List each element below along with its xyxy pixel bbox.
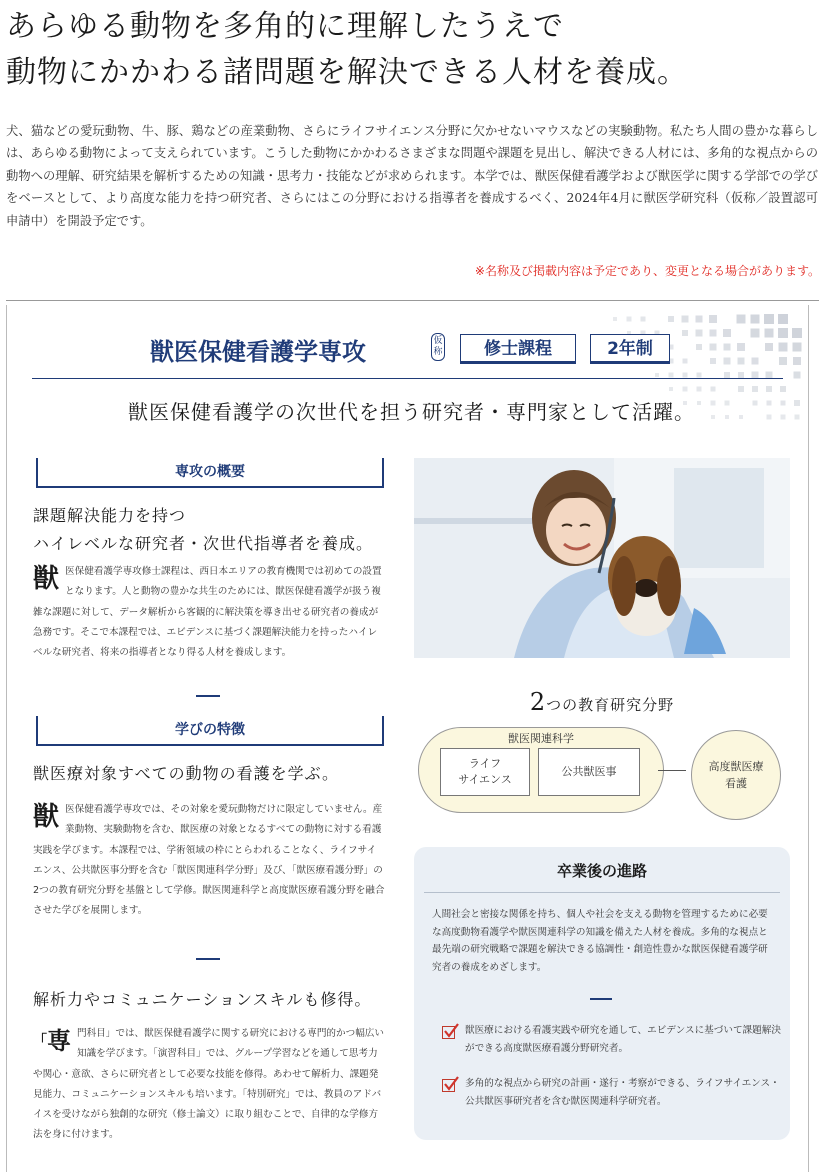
overview-dash <box>196 695 220 697</box>
features-lead: 獣医療対象すべての動物の看護を学ぶ。 <box>33 764 340 783</box>
provisional-mark: 仮称 <box>431 333 445 361</box>
advanced-vet-nursing-line-1: 高度獣医療 <box>708 760 764 773</box>
career-dash <box>590 998 612 1000</box>
headline <box>6 4 688 96</box>
overview-text: 医保健看護学専攻修士課程は、西日本エリアの教育機関では初めての設置となります。人と動物の豊かな共生のためには、獣医保健看護学が扱う複雑な課題に対して、データ解析から客観的に解決策を導き出せる研究者の養成が急務です。そこで本課程では、エビデンスに基づく課題解決能力を持ったハイレベルな研究者、将来の指導者となり得る人材を養成します。 <box>33 566 382 659</box>
overview-paragraph <box>33 562 385 663</box>
vet-related-science-label: 獣医関連科学 <box>508 732 574 745</box>
life-science-line-2: サイエンス <box>458 773 512 786</box>
title-rule <box>32 378 783 379</box>
advanced-vet-nursing-line-2: 看護 <box>725 777 747 790</box>
section-divider <box>6 300 819 301</box>
headline-line-2: 動物にかかわる諸問題を解決できる人材を養成。 <box>6 55 688 90</box>
connector-line <box>658 770 686 771</box>
major-title: 獣医保健看護学専攻 <box>150 338 366 366</box>
features-text: 医保健看護学専攻では、その対象を愛玩動物だけに限定していません。産業動物、実験動物を含む、獣医療の対象となるすべての動物に対する看護実践を学びます。本課程では、学術領域の枠にとらわれることなく、ライフサイエンス、公共獣医事分野を含む「獣医関連科学分野」及び、「獣医療看護分野」の2つの教育研究分野を基盤として学修。獣医関連科学と高度獣医療看護分野を融合させた学びを展開します。 <box>33 804 385 917</box>
features-dropcap: 獣 <box>33 802 60 832</box>
career-item-text: 多角的な視点から研究の計画・遂行・考察ができる、ライフサイエンス・公共獣医事研究者を含む獣医関連科学研究者。 <box>465 1078 780 1107</box>
overview-dropcap: 獣 <box>33 564 60 594</box>
features-dropcap-2-char: 専 <box>47 1027 71 1055</box>
overview-lead <box>33 502 373 558</box>
student-with-dog-photo <box>414 458 790 658</box>
features-header: 学びの特徴 <box>36 716 384 746</box>
fields-title <box>414 688 790 716</box>
fields-title-number: 2 <box>529 688 547 716</box>
features-paragraph-2 <box>33 1024 385 1146</box>
features-paragraph <box>33 800 385 922</box>
career-text: 人間社会と密接な関係を持ち、個人や社会を支える動物を管理するために必要な高度動物看護学や獣医関連科学の知識を備えた人材を養成。多角的な視点と最先端の研究戦略で課題を解決できる協調性・創造性豊かな獣医保健看護学研究者の養成をめざします。 <box>432 909 768 973</box>
years-tag: 2年制 <box>590 334 670 364</box>
course-tag: 修士課程 <box>460 334 576 364</box>
career-item-text: 獣医療における看護実践や研究を通して、エビデンスに基づいて課題解決ができる高度獣医療看護分野研究者。 <box>465 1025 781 1054</box>
overview-header: 専攻の概要 <box>36 458 384 488</box>
public-vet-box: 公共獣医事 <box>538 748 640 796</box>
fields-title-text: つの教育研究分野 <box>546 696 675 714</box>
features-lead-2: 解析力やコミュニケーションスキルも修得。 <box>33 990 372 1009</box>
features-dropcap-2: 「専 <box>33 1027 71 1055</box>
headline-line-1: あらゆる動物を多角的に理解したうえで <box>6 9 564 44</box>
notice-text: ※名称及び掲載内容は予定であり、変更となる場合があります。 <box>474 264 820 278</box>
overview-lead-line-1: 課題解決能力を持つ <box>33 506 187 525</box>
career-rule <box>424 892 780 893</box>
advanced-vet-nursing-circle <box>691 730 781 820</box>
features-text-2: 門科目」では、獣医保健看護学に関する研究における専門的かつ幅広い知識を学びます。「演習科目」では、グループ学習などを通して思考力や関心・意欲、さらに研究者として必要な技能を修得。あわせて解析力、課題発見能力、コミュニケーションスキルも培います。「特別研究」では、教員のアドバイスを受けながら独創的な研究（修士論文）に取り組むことで、自律的な学修方法を身に付けます。 <box>33 1028 384 1141</box>
major-tagline: 獣医保健看護学の次世代を担う研究者・専門家として活躍。 <box>128 400 695 424</box>
life-science-line-1: ライフ <box>468 757 502 770</box>
features-dash <box>196 958 220 960</box>
career-item <box>442 1022 782 1057</box>
career-title: 卒業後の進路 <box>556 862 647 880</box>
career-item <box>442 1075 782 1110</box>
intro-paragraph: 犬、猫などの愛玩動物、牛、豚、鶏などの産業動物、さらにライフサイエンス分野に欠かせないマウスなどの実験動物。私たち人間の豊かな暮らしは、あらゆる動物によって支えられています。こうした動物にかかわるさまざまな問題や課題を見出し、解決できる人材には、多角的な視点からの動物への理解、研究結果を解析するための知識・思考力・技能などが求められます。本学では、獣医保健看護学および獣医学に関する学部での学びをベースとして、より高度な能力を持つ研究者、さらにはこの分野における指導者を養成するべく、2024年4月に獣医学研究科（仮称／設置認可申請中）を開設予定です。 <box>6 124 818 228</box>
life-science-box <box>440 748 530 796</box>
checkbox-icon <box>442 1026 455 1039</box>
checkbox-icon <box>442 1079 455 1092</box>
overview-lead-line-2: ハイレベルな研究者・次世代指導者を養成。 <box>33 534 374 553</box>
